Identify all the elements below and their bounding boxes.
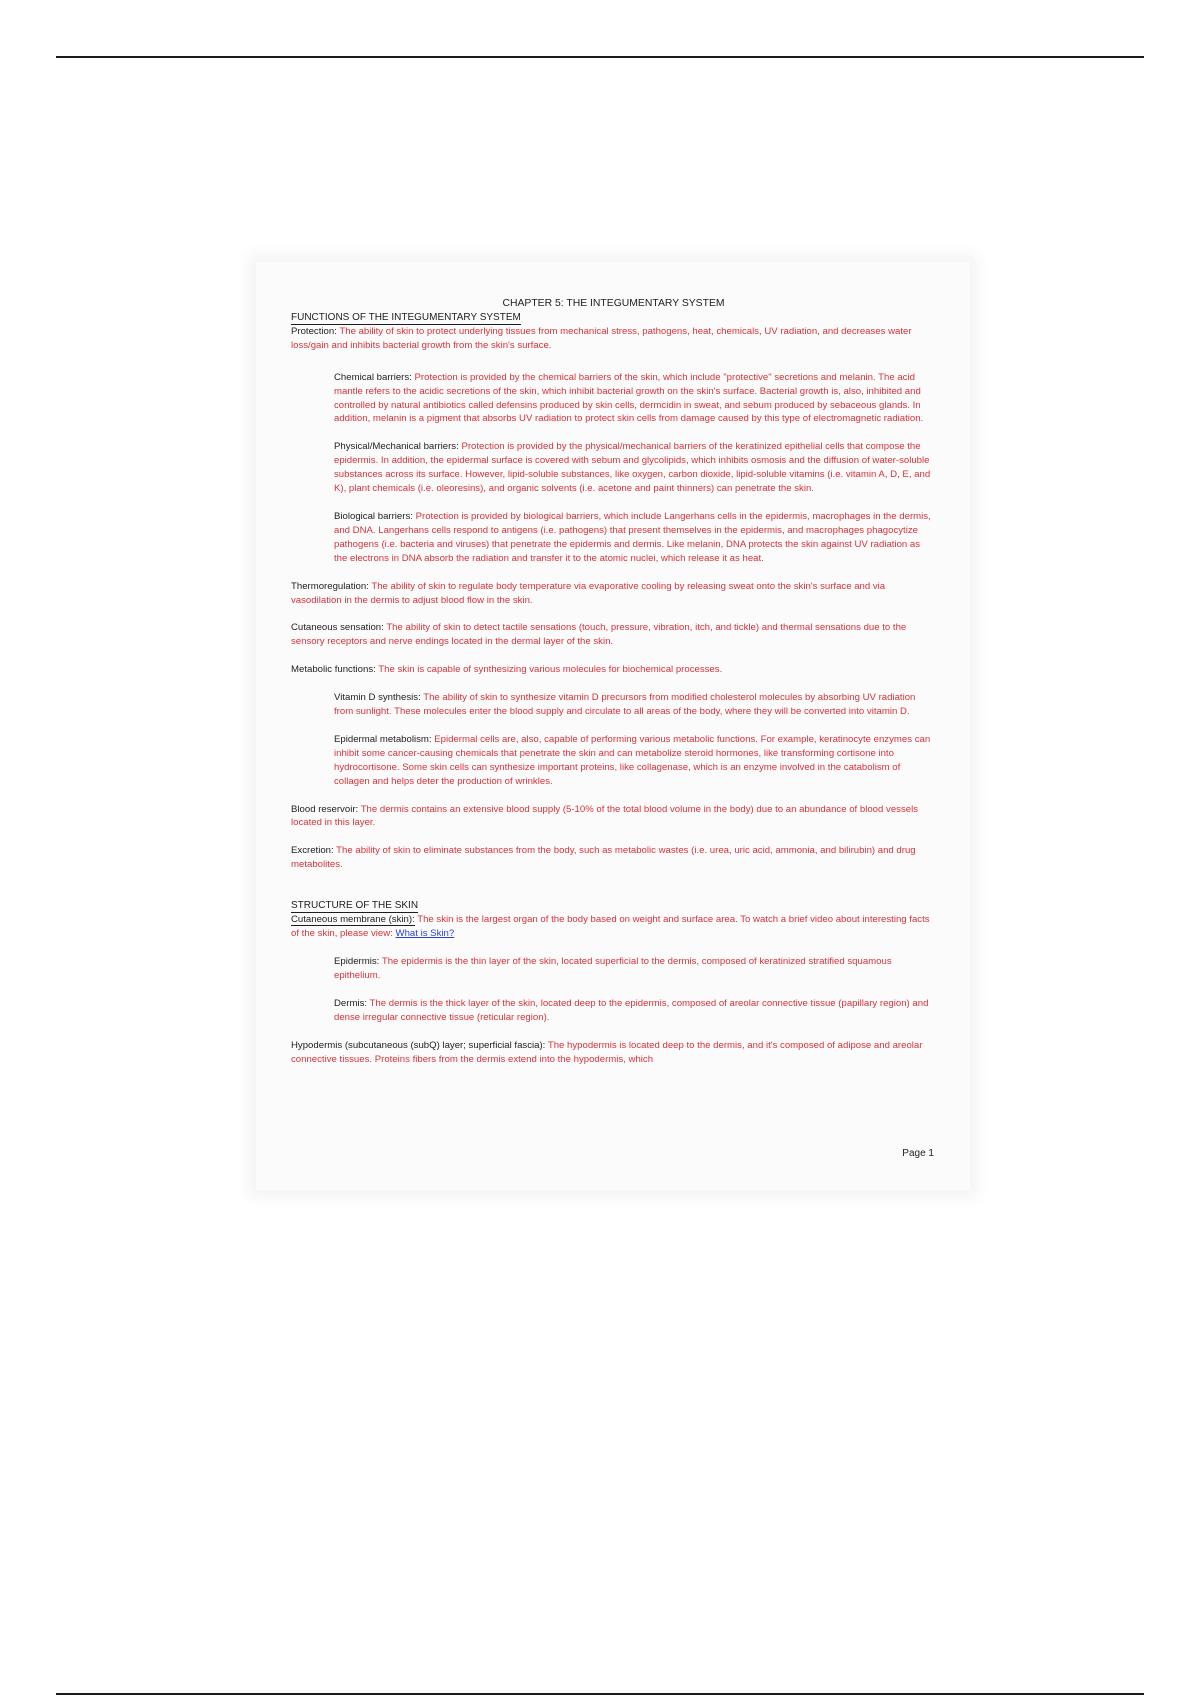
physical-term: Physical/Mechanical barriers: [334,441,459,453]
top-rule [56,56,1144,58]
protection-text: The ability of skin to protect underlying tissues from mechanical stress, pathogens, heat, chemicals, UV radiation, and decreases water loss/gain and inhibits bacterial growth from the skin's surface. [291,325,912,351]
dermis-term: Dermis: [334,997,368,1009]
cutaneous-membrane-text: The skin is the largest organ of the body based on weight and surface area. To watch a brief video about interesting facts of the skin, please view: [291,914,930,940]
dermis-paragraph [334,997,936,1025]
biological-paragraph [334,510,936,566]
cutaneous-sensation-term: Cutaneous sensation: [291,622,384,634]
thermoregulation-term: Thermoregulation: [291,580,369,592]
chemical-term: Chemical barriers: [334,371,412,383]
structure-heading: STRUCTURE OF THE SKIN [291,900,419,912]
epidermis-term: Epidermis: [334,956,380,967]
excretion-term: Excretion: [291,845,334,857]
protection-term: Protection: [291,325,337,337]
page-number: Page 1 [902,1148,934,1159]
functions-heading: FUNCTIONS OF THE INTEGUMENTARY SYSTEM [291,311,521,323]
blood-reservoir-term: Blood reservoir: [291,803,359,815]
epidermis-text: The epidermis is the thin layer of the skin, located superficial to the dermis, composed of keratinized stratified squamous epithelium. [334,956,892,981]
epidermis-paragraph [334,955,936,983]
blood-reservoir-text: The dermis contains an extensive blood supply (5-10% of the total blood volume in the body) due to an abundance of blood vessels located in this layer. [291,803,919,829]
physical-paragraph [334,440,936,496]
document-page [256,262,970,1190]
chemical-paragraph [334,371,936,427]
metabolic-term: Metabolic functions: [291,664,376,676]
bottom-rule [56,1693,1144,1695]
physical-text: Protection is provided by the physical/mechanical barriers of the keratinized epithelial cells that compose the epidermis. In addition, the epidermal surface is covered with sebum and glycolipids, which inhibits osmosis and the diffusion of water-soluble substances across its surface. However, lipid-soluble substances, like oxygen, carbon dioxide, lipid-soluble vitamins (i.e. vitamin A, D, E, and K), plant chemicals (i.e. oleoresins), and organic solvents (i.e. acetone and paint thinners) can penetrate the skin. [334,441,931,495]
protection-paragraph [291,325,936,353]
chemical-text: Protection is provided by the chemical barriers of the skin, which include "protective" secretions and melanin. The acid mantle refers to the acidic secretions of the skin, which inhibit bacterial growth on the skin's surface. Bacterial growth is, also, inhibited and controlled by natural antibiotics called defensins produced by skin cells, dermcidin in sweat, and sebum produced by sebaceous glands. In addition, melanin is a pigment that absorbs UV radiation to protect skin cells from damage caused by this type of electromagnetic radiation. [334,371,924,425]
epidermal-metabolism-term: Epidermal metabolism: [334,733,432,745]
cutaneous-sensation-paragraph [291,621,936,649]
blood-reservoir-paragraph [291,803,936,831]
cutaneous-membrane-paragraph [291,913,936,941]
cutaneous-membrane-term: Cutaneous membrane (skin): [291,914,415,926]
document-content [291,297,936,1066]
epidermal-metabolism-text: Epidermal cells are, also, capable of performing various metabolic functions. For example, keratinocyte enzymes can inhibit some cancer-causing chemicals that penetrate the skin and can metabolize steroid hormones, like transforming cortisone into hydrocortisone. Some skin cells can synthesize important proteins, like collagenase, which is an enzyme involved in the catabolism of collagen and helps deter the production of wrinkles. [334,733,931,787]
what-is-skin-link[interactable]: What is Skin? [395,928,455,940]
hypodermis-term: Hypodermis (subcutaneous (subQ) layer; superficial fascia): [291,1039,546,1051]
biological-term: Biological barriers: [334,510,413,522]
excretion-paragraph [291,844,936,872]
vitamin-d-term: Vitamin D synthesis: [334,692,421,704]
vitamin-d-paragraph [334,691,936,719]
thermoregulation-paragraph [291,580,936,608]
hypodermis-paragraph [291,1039,936,1067]
cutaneous-sensation-text: The ability of skin to detect tactile sensations (touch, pressure, vibration, itch, and tickle) and thermal sensations due to the sensory receptors and nerve endings located in the dermal layer of the skin. [291,622,907,648]
metabolic-paragraph [291,663,936,677]
hypodermis-text: The hypodermis is located deep to the dermis, and it's composed of adipose and areolar connective tissues. Proteins fibers from the dermis extend into the hypodermis, which [291,1039,923,1065]
metabolic-text: The skin is capable of synthesizing various molecules for biochemical processes. [378,664,723,676]
epidermal-metabolism-paragraph [334,733,936,789]
dermis-text: The dermis is the thick layer of the skin, located deep to the epidermis, composed of areolar connective tissue (papillary region) and dense irregular connective tissue (reticular region). [334,997,929,1023]
vitamin-d-text: The ability of skin to synthesize vitamin D precursors from modified cholesterol molecules by absorbing UV radiation from sunlight. These molecules enter the blood supply and circulate to all areas of the body, where they will be converted into vitamin D. [334,692,916,718]
biological-text: Protection is provided by biological barriers, which include Langerhans cells in the epidermis, macrophages in the dermis, and DNA. Langerhans cells respond to antigens (i.e. pathogens) that present themselves in the epidermis, and macrophages phagocytize pathogens (i.e. bacteria and viruses) that penetrate the epidermis and dermis. Like melanin, DNA protects the skin against UV radiation as the electrons in DNA absorb the radiation and transfer it to the atomic nuclei, which release it as heat. [334,510,931,564]
chapter-title: CHAPTER 5: THE INTEGUMENTARY SYSTEM [502,298,725,309]
excretion-text: The ability of skin to eliminate substances from the body, such as metabolic wastes (i.e. urea, uric acid, ammonia, and bilirubin) and drug metabolites. [291,845,916,871]
thermoregulation-text: The ability of skin to regulate body temperature via evaporative cooling by releasing sweat onto the skin's surface and via vasodilation in the dermis to adjust blood flow in the skin. [291,580,886,606]
